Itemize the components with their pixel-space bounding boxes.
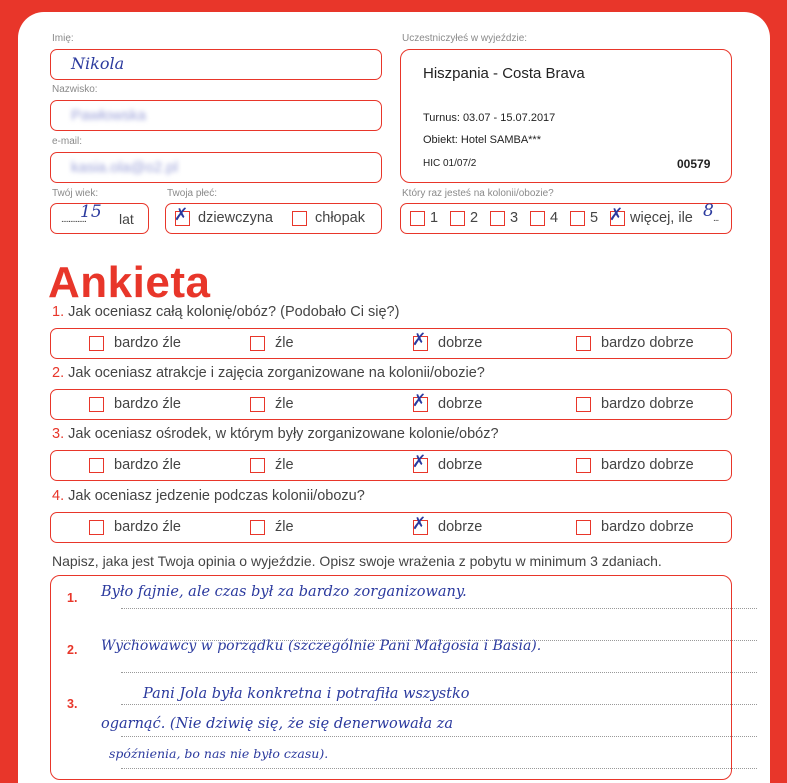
question-text: Jak oceniasz jedzenie podczas kolonii/obozu? xyxy=(68,488,365,504)
email-label: e-mail: xyxy=(52,136,83,147)
surname-field[interactable] xyxy=(50,100,382,131)
answer-option-label: bardzo źle xyxy=(114,335,181,351)
name-label: Imię: xyxy=(52,33,74,44)
answer-row-2 xyxy=(50,389,732,420)
opinion-line xyxy=(121,736,757,737)
gender-option-boy: chłopak xyxy=(315,210,365,226)
answer-option-label: bardzo dobrze xyxy=(601,519,694,535)
trip-turnus: Turnus: 03.07 - 15.07.2017 xyxy=(423,112,556,124)
age-field[interactable] xyxy=(50,203,149,234)
answer-checkbox[interactable] xyxy=(576,520,591,535)
check-mark-icon: ✗ xyxy=(412,514,427,534)
answer-checkbox[interactable] xyxy=(250,458,265,473)
answer-checkbox[interactable] xyxy=(412,452,428,473)
answer-checkbox[interactable] xyxy=(576,336,591,351)
check-mark-icon: ✗ xyxy=(412,391,427,411)
times-option-2: 2 xyxy=(470,210,479,226)
times-more-value: 8 xyxy=(703,201,714,221)
trip-title: Hiszpania - Costa Brava xyxy=(423,65,585,82)
age-unit: lat xyxy=(119,211,134,227)
surname-value-blurred: Pawłowska xyxy=(71,107,147,124)
answer-checkbox[interactable] xyxy=(250,520,265,535)
answer-checkbox[interactable] xyxy=(89,336,104,351)
times-option-1: 1 xyxy=(430,210,439,226)
times-label: Który raz jesteś na kolonii/obozie? xyxy=(402,188,554,199)
times-checkbox-4[interactable] xyxy=(530,211,545,226)
trip-box xyxy=(400,49,732,183)
opinion-number-1: 1. xyxy=(67,591,78,605)
answer-option-label: dobrze xyxy=(438,396,483,412)
times-more-dots: ... xyxy=(713,213,719,224)
survey-sheet xyxy=(18,12,770,783)
answer-option-label: źle xyxy=(275,335,294,351)
answer-checkbox[interactable] xyxy=(412,514,428,535)
question-3 xyxy=(52,426,499,442)
times-option-more: więcej, ile xyxy=(630,210,693,226)
answer-option-label: bardzo źle xyxy=(114,519,181,535)
answer-option-label: bardzo dobrze xyxy=(601,335,694,351)
answer-option-label: bardzo źle xyxy=(114,457,181,473)
trip-obiekt: Obiekt: Hotel SAMBA*** xyxy=(423,134,541,146)
opinion-number-3: 3. xyxy=(67,697,78,711)
check-mark-icon: ✗ xyxy=(412,330,427,350)
times-option-4: 4 xyxy=(550,210,559,226)
surname-label: Nazwisko: xyxy=(52,84,98,95)
answer-row-1 xyxy=(50,328,732,359)
answer-row-3 xyxy=(50,450,732,481)
answer-option-label: dobrze xyxy=(438,519,483,535)
answer-row-4 xyxy=(50,512,732,543)
survey-title: Ankieta xyxy=(48,258,211,307)
answer-option-label: dobrze xyxy=(438,335,483,351)
check-mark-icon: ✗ xyxy=(174,205,189,225)
answer-checkbox[interactable] xyxy=(89,397,104,412)
question-text: Jak oceniasz atrakcje i zajęcia zorganizowane na kolonii/obozie? xyxy=(68,365,485,381)
opinion-text-3a: Pani Jola była konkretna i potrafiła wszystko xyxy=(143,686,470,702)
opinion-text-2: Wychowawcy w porządku (szczególnie Pani Małgosia i Basia). xyxy=(101,638,542,654)
name-field[interactable] xyxy=(50,49,382,80)
email-value-blurred: kasia.ola@o2.pl xyxy=(71,159,178,176)
question-text: Jak oceniasz całą kolonię/obóz? (Podobało Ci się?) xyxy=(68,304,400,320)
answer-option-label: źle xyxy=(275,519,294,535)
answer-checkbox[interactable] xyxy=(576,397,591,412)
times-checkbox-1[interactable] xyxy=(410,211,425,226)
answer-checkbox[interactable] xyxy=(576,458,591,473)
times-option-3: 3 xyxy=(510,210,519,226)
opinion-line xyxy=(121,608,757,609)
times-checkbox-3[interactable] xyxy=(490,211,505,226)
check-mark-icon: ✗ xyxy=(412,452,427,472)
name-value: Nikola xyxy=(71,54,125,73)
answer-option-label: bardzo źle xyxy=(114,396,181,412)
times-checkbox-2[interactable] xyxy=(450,211,465,226)
gender-checkbox-boy[interactable] xyxy=(292,211,307,226)
opinion-number-2: 2. xyxy=(67,643,78,657)
question-text: Jak oceniasz ośrodek, w którym były zorganizowane kolonie/obóz? xyxy=(68,426,499,442)
answer-checkbox[interactable] xyxy=(412,330,428,351)
answer-checkbox[interactable] xyxy=(250,336,265,351)
age-dots: .............. xyxy=(61,214,86,225)
times-checkbox-5[interactable] xyxy=(570,211,585,226)
check-mark-icon: ✗ xyxy=(609,205,624,225)
trip-label: Uczestniczyłeś w wyjeździe: xyxy=(402,33,528,44)
answer-checkbox[interactable] xyxy=(412,391,428,412)
answer-checkbox[interactable] xyxy=(89,520,104,535)
answer-option-label: źle xyxy=(275,457,294,473)
opinion-line xyxy=(121,672,757,673)
opinion-box[interactable] xyxy=(50,575,732,780)
age-label: Twój wiek: xyxy=(52,188,99,199)
times-checkbox-more[interactable] xyxy=(609,205,625,226)
question-number: 4. xyxy=(52,488,65,504)
opinion-text-3b: ogarnąć. (Nie dziwię się, że się denerwowała za xyxy=(101,716,454,732)
age-value: 15 xyxy=(80,202,102,222)
gender-option-girl: dziewczyna xyxy=(198,210,273,226)
question-4 xyxy=(52,488,365,504)
gender-label: Twoja płeć: xyxy=(167,188,218,199)
question-number: 2. xyxy=(52,365,65,381)
answer-option-label: bardzo dobrze xyxy=(601,396,694,412)
answer-checkbox[interactable] xyxy=(250,397,265,412)
answer-checkbox[interactable] xyxy=(89,458,104,473)
opinion-text-1: Było fajnie, ale czas był za bardzo zorganizowany. xyxy=(101,584,467,600)
opinion-line xyxy=(121,768,757,769)
answer-option-label: bardzo dobrze xyxy=(601,457,694,473)
email-field[interactable] xyxy=(50,152,382,183)
answer-option-label: dobrze xyxy=(438,457,483,473)
question-2 xyxy=(52,365,485,381)
times-field xyxy=(400,203,732,234)
question-number: 3. xyxy=(52,426,65,442)
opinion-prompt: Napisz, jaka jest Twoja opinia o wyjeździe. Opisz swoje wrażenia z pobytu w minimum 3 zdaniach. xyxy=(52,553,662,569)
times-option-5: 5 xyxy=(590,210,599,226)
question-number: 1. xyxy=(52,304,65,320)
opinion-text-3c: spóźnienia, bo nas nie było czasu). xyxy=(109,746,329,761)
gender-field xyxy=(165,203,382,234)
answer-option-label: źle xyxy=(275,396,294,412)
opinion-line xyxy=(121,704,757,705)
trip-number: 00579 xyxy=(677,157,711,171)
question-1 xyxy=(52,304,399,320)
trip-code: HIC 01/07/2 xyxy=(423,158,477,169)
gender-checkbox-girl[interactable] xyxy=(174,205,190,226)
